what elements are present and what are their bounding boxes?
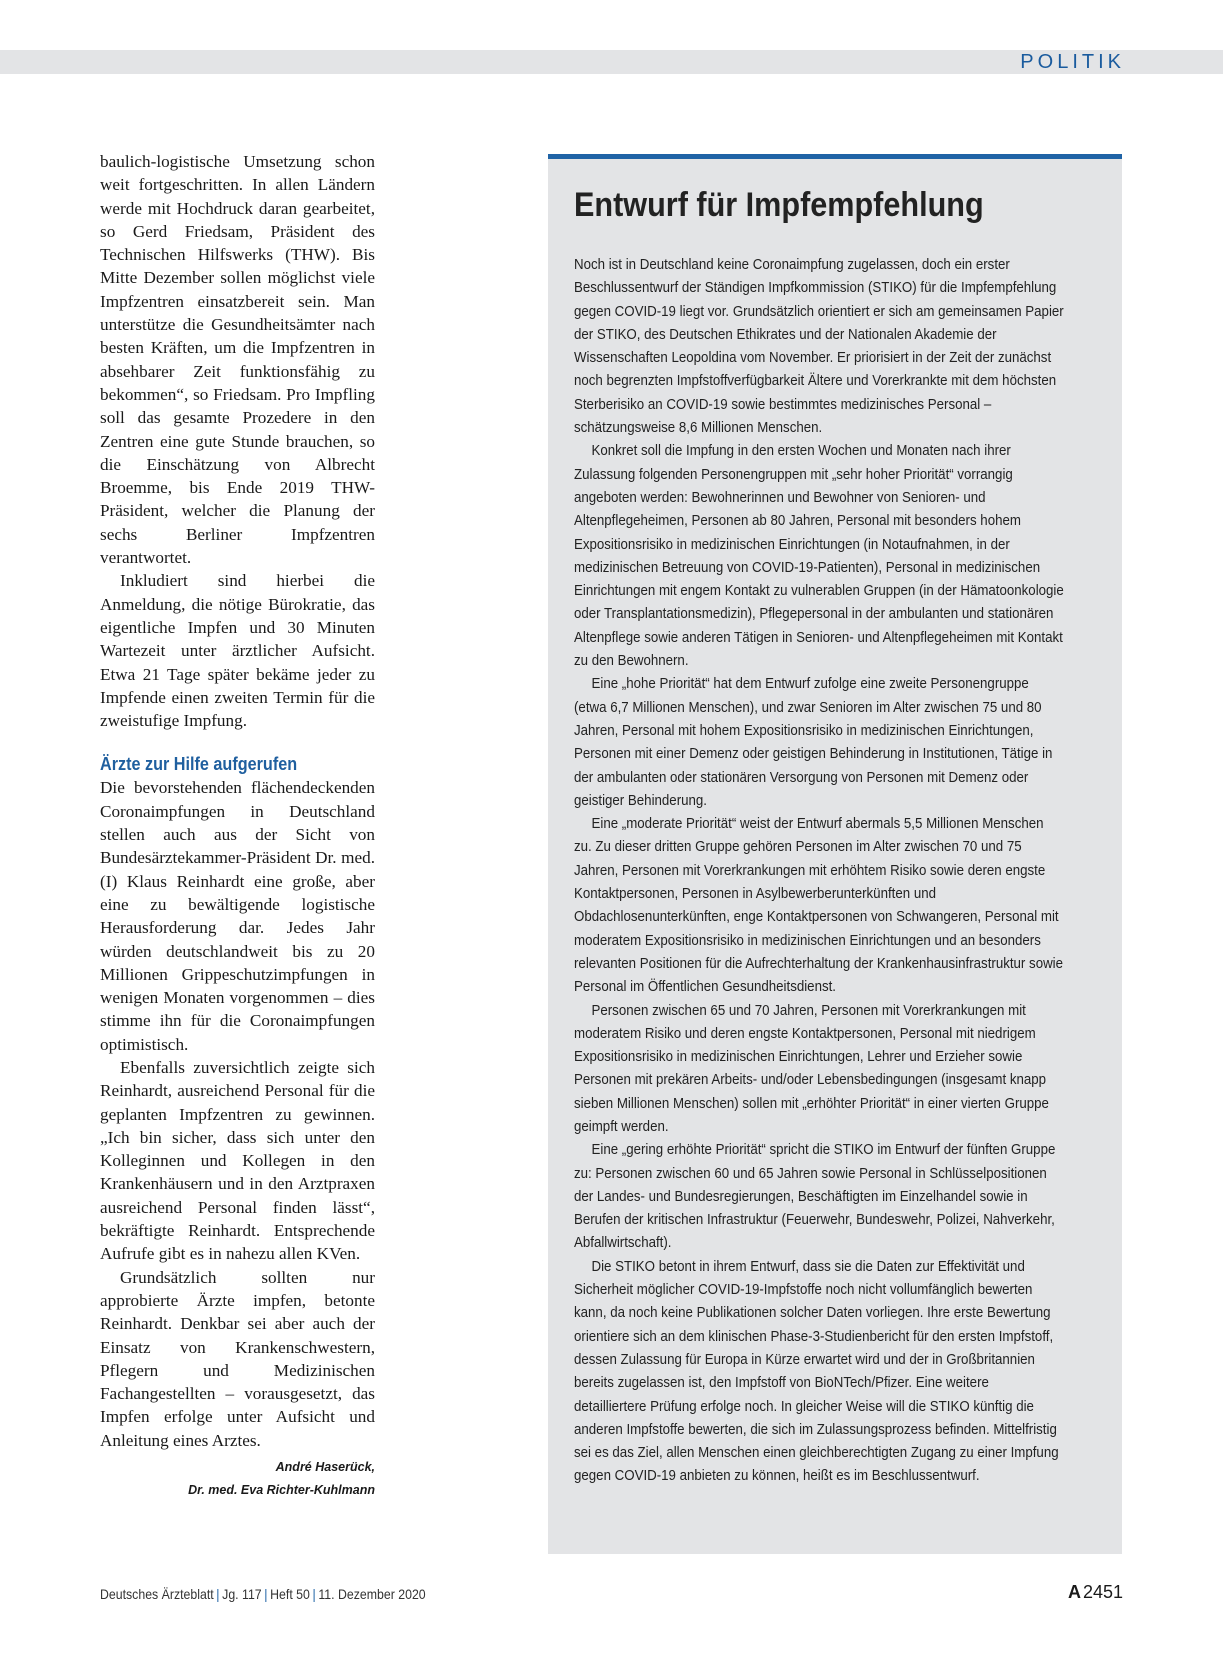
body-paragraph: Ebenfalls zuversichtlich zeigte sich Reinhardt, ausreichend Personal für die geplanten Impfzentren zu gewinnen. „Ich bin sicher, dass sich unter den Kolleginnen und Kollegen in den Krankenhäusern und in den Arztpraxen ausreichend Personal finden lässt“, bekräftigte Reinhardt. Entsprechende Aufrufe gibt es in nahezu allen KVen.	[100, 1057, 375, 1264]
box-paragraph: Konkret soll die Impfung in den ersten Wochen und Monaten nach ihrer Zulassung folgenden Personengruppen mit „sehr hoher Priorität“ vorrangig angeboten werden: Bewohnerinnen und Bewohner von Senioren- und Altenpflegeheimen, Personen ab 80 Jahren, Personal mit besonders hohem Expositionsrisiko in medizinischen Einrichtungen (in Notaufnahmen, in der medizinischen Betreuung von COVID-19-Patienten), Personal in medizinischen Einrichtungen mit engem Kontakt zu vulnerablen Gruppen (in der Hämatoonkologie oder Transplantationsmedizin), Pflegepersonal in der ambulanten und stationären Altenpflege sowie anderen Tätigen in Senioren- und Altenpflegeheimen mit Kontakt zu den Bewohnern.	[574, 442, 1064, 670]
author-name: Dr. med. Eva Richter-Kuhlmann	[188, 1483, 375, 1498]
box-body	[574, 253, 1064, 1488]
body-paragraph: Grundsätzlich sollten nur approbierte Ärzte impfen, betonte Reinhardt. Denkbar sei aber auch der Einsatz von Krankenschwestern, Pflegern und Medizinischen Fachangestellten – vorausgesetzt, das Impfen erfolge unter Aufsicht und Anleitung eines Arztes.	[100, 1267, 375, 1450]
author-name: André Haserück,	[275, 1460, 375, 1475]
body-paragraph: Die bevorstehenden flächendeckenden Coronaimpfungen in Deutschland stellen auch aus der Sicht von Bundesärztekammer-Präsident Dr. med. (I) Klaus Reinhardt eine große, aber eine zu bewältigende logistische Herausforderung dar. Jedes Jahr würden deutschlandweit bis zu 20 Millionen Grippeschutzimpfungen in wenigen Monaten vorgenommen – dies stimme ihn für die Coronaimpfungen optimistisch.	[100, 778, 375, 1054]
footer-separator: |	[216, 1586, 220, 1602]
box-title: Entwurf für Impfempfehlung	[574, 186, 984, 224]
journal-volume: Jg. 117	[222, 1586, 262, 1602]
footer-separator: |	[312, 1586, 316, 1602]
body-paragraph: Inkludiert sind hierbei die Anmeldung, die nötige Bürokratie, das eigentliche Impfen und 30 Minuten Wartezeit unter ärztlicher Aufsicht. Etwa 21 Tage später bekäme jeder zu Impfende einen zweiten Termin für die zweistufige Impfung.	[100, 571, 375, 731]
box-paragraph: Eine „hohe Priorität“ hat dem Entwurf zufolge eine zweite Personengruppe (etwa 6,7 Millionen Menschen), und zwar Senioren im Alter zwischen 75 und 80 Jahren, Personal mit hohem Expositionsrisiko in medizinischen Einrichtungen, Personen mit einer Demenz oder geistigen Behinderung in Institutionen, Tätige in der ambulanten oder stationären Versorgung von Personen mit Demenz oder geistiger Behinderung.	[574, 675, 1053, 809]
subheading: Ärzte zur Hilfe aufgerufen	[100, 754, 298, 775]
page-number	[1068, 1580, 1123, 1604]
journal-issue: Heft 50	[270, 1586, 310, 1602]
page-footer	[100, 1584, 426, 1604]
body-paragraph: baulich-logistische Umsetzung schon weit fortgeschritten. In allen Ländern werde mit Hochdruck daran gearbeitet, so Gerd Friedsam, Präsident des Technischen Hilfswerks (THW). Bis Mitte Dezember sollen möglichst viele Impfzentren einsatzbereit sein. Man unterstütze die Gesundheitsämter nach besten Kräften, um die Impfzentren in absehbarer Zeit funktionsfähig zu bekommen“, so Friedsam. Pro Impfling soll das gesamte Prozedere in den Zentren eine gute Stunde brauchen, so die Einschätzung von Albrecht Broemme, bis Ende 2019 THW-Präsident, welcher die Planung der sechs Berliner Impfzentren verantwortet.	[100, 152, 375, 568]
info-box	[548, 154, 1122, 1554]
page-prefix: A	[1067, 1582, 1081, 1602]
page-number-value: 2451	[1082, 1582, 1123, 1602]
box-paragraph: Personen zwischen 65 und 70 Jahren, Personen mit Vorerkrankungen mit moderatem Risiko und deren engste Kontaktpersonen, Personal mit niedrigem Expositionsrisiko in medizinischen Einrichtungen, Lehrer und Erzieher sowie Personen mit prekären Arbeits- und/oder Lebensbedingungen (insgesamt knapp sieben Millionen Menschen) sollen mit „erhöhter Priorität“ in einer vierten Gruppe geimpft werden.	[574, 1001, 1049, 1135]
journal-name: Deutsches Ärzteblatt	[100, 1586, 214, 1602]
box-paragraph: Eine „moderate Priorität“ weist der Entwurf abermals 5,5 Millionen Menschen zu. Zu dieser dritten Gruppe gehören Personen im Alter zwischen 70 und 75 Jahren, Personen mit Vorerkrankungen mit erhöhtem Risiko sowie deren engste Kontaktpersonen, Personen in Asylbewerberunterkünften und Obdachlosenunterkünften, enge Kontaktpersonen von Schwangeren, Personal mit moderatem Expositionsrisiko in medizinischen Einrichtungen und an besonders relevanten Positionen für die Aufrechterhaltung der Krankenhausinfrastruktur sowie Personal im Öffentlichen Gesundheitsdienst.	[574, 815, 1064, 996]
issue-date: 11. Dezember 2020	[318, 1586, 426, 1602]
box-paragraph: Die STIKO betont in ihrem Entwurf, dass sie die Daten zur Effektivität und Sicherheit möglicher COVID-19-Impfstoffe noch nicht vollumfänglich bewerten kann, da noch keine Publikationen solcher Daten vorliegen. Ihre erste Bewertung orientiere sich an dem klinischen Phase-3-Studienbericht für den ersten Impfstoff, dessen Zulassung für Europa in Kürze erwartet wird und der in Großbritannien bereits zugelassen ist, den Impfstoff von BioNTech/Pfizer. Eine weitere detailliertere Prüfung erfolge noch. In gleicher Weise will die STIKO künftig die anderen Impfstoffe bewerten, die sich im Zulassungsprozess befinden. Mittelfristig sei es das Ziel, allen Menschen einen gleichberechtigten Zugang zu einer Impfung gegen COVID-19 anbieten zu können, heißt es im Beschlussentwurf.	[574, 1257, 1059, 1485]
left-column	[100, 150, 375, 1502]
footer-separator: |	[264, 1586, 268, 1602]
box-paragraph: Noch ist in Deutschland keine Coronaimpfung zugelassen, doch ein erster Beschlussentwurf der Ständigen Impfkommission (STIKO) für die Impfempfehlung gegen COVID-19 liegt vor. Grundsätzlich orientiert er sich am gemeinsamen Papier der STIKO, des Deutschen Ethikrates und der Nationalen Akademie der Wissenschaften Leopoldina vom November. Er priorisiert in der Zeit der zunächst noch begrenzten Impfstoffverfügbarkeit Ältere und Vorerkrankte mit dem höchsten Sterberisiko an COVID-19 sowie bestimmtes medizinisches Personal – schätzungsweise 8,6 Millionen Menschen.	[574, 256, 1064, 437]
box-paragraph: Eine „gering erhöhte Priorität“ spricht die STIKO im Entwurf der fünften Gruppe zu: Personen zwischen 60 und 65 Jahren sowie Personal in Schlüsselpositionen der Landes- und Bundesregierungen, Beschäftigten im Einzelhandel sowie in Berufen der kritischen Infrastruktur (Feuerwehr, Bundeswehr, Polizei, Nahverkehr, Abfallwirtschaft).	[574, 1141, 1056, 1252]
author-credit	[100, 1456, 375, 1502]
section-label: POLITIK	[1020, 51, 1125, 73]
